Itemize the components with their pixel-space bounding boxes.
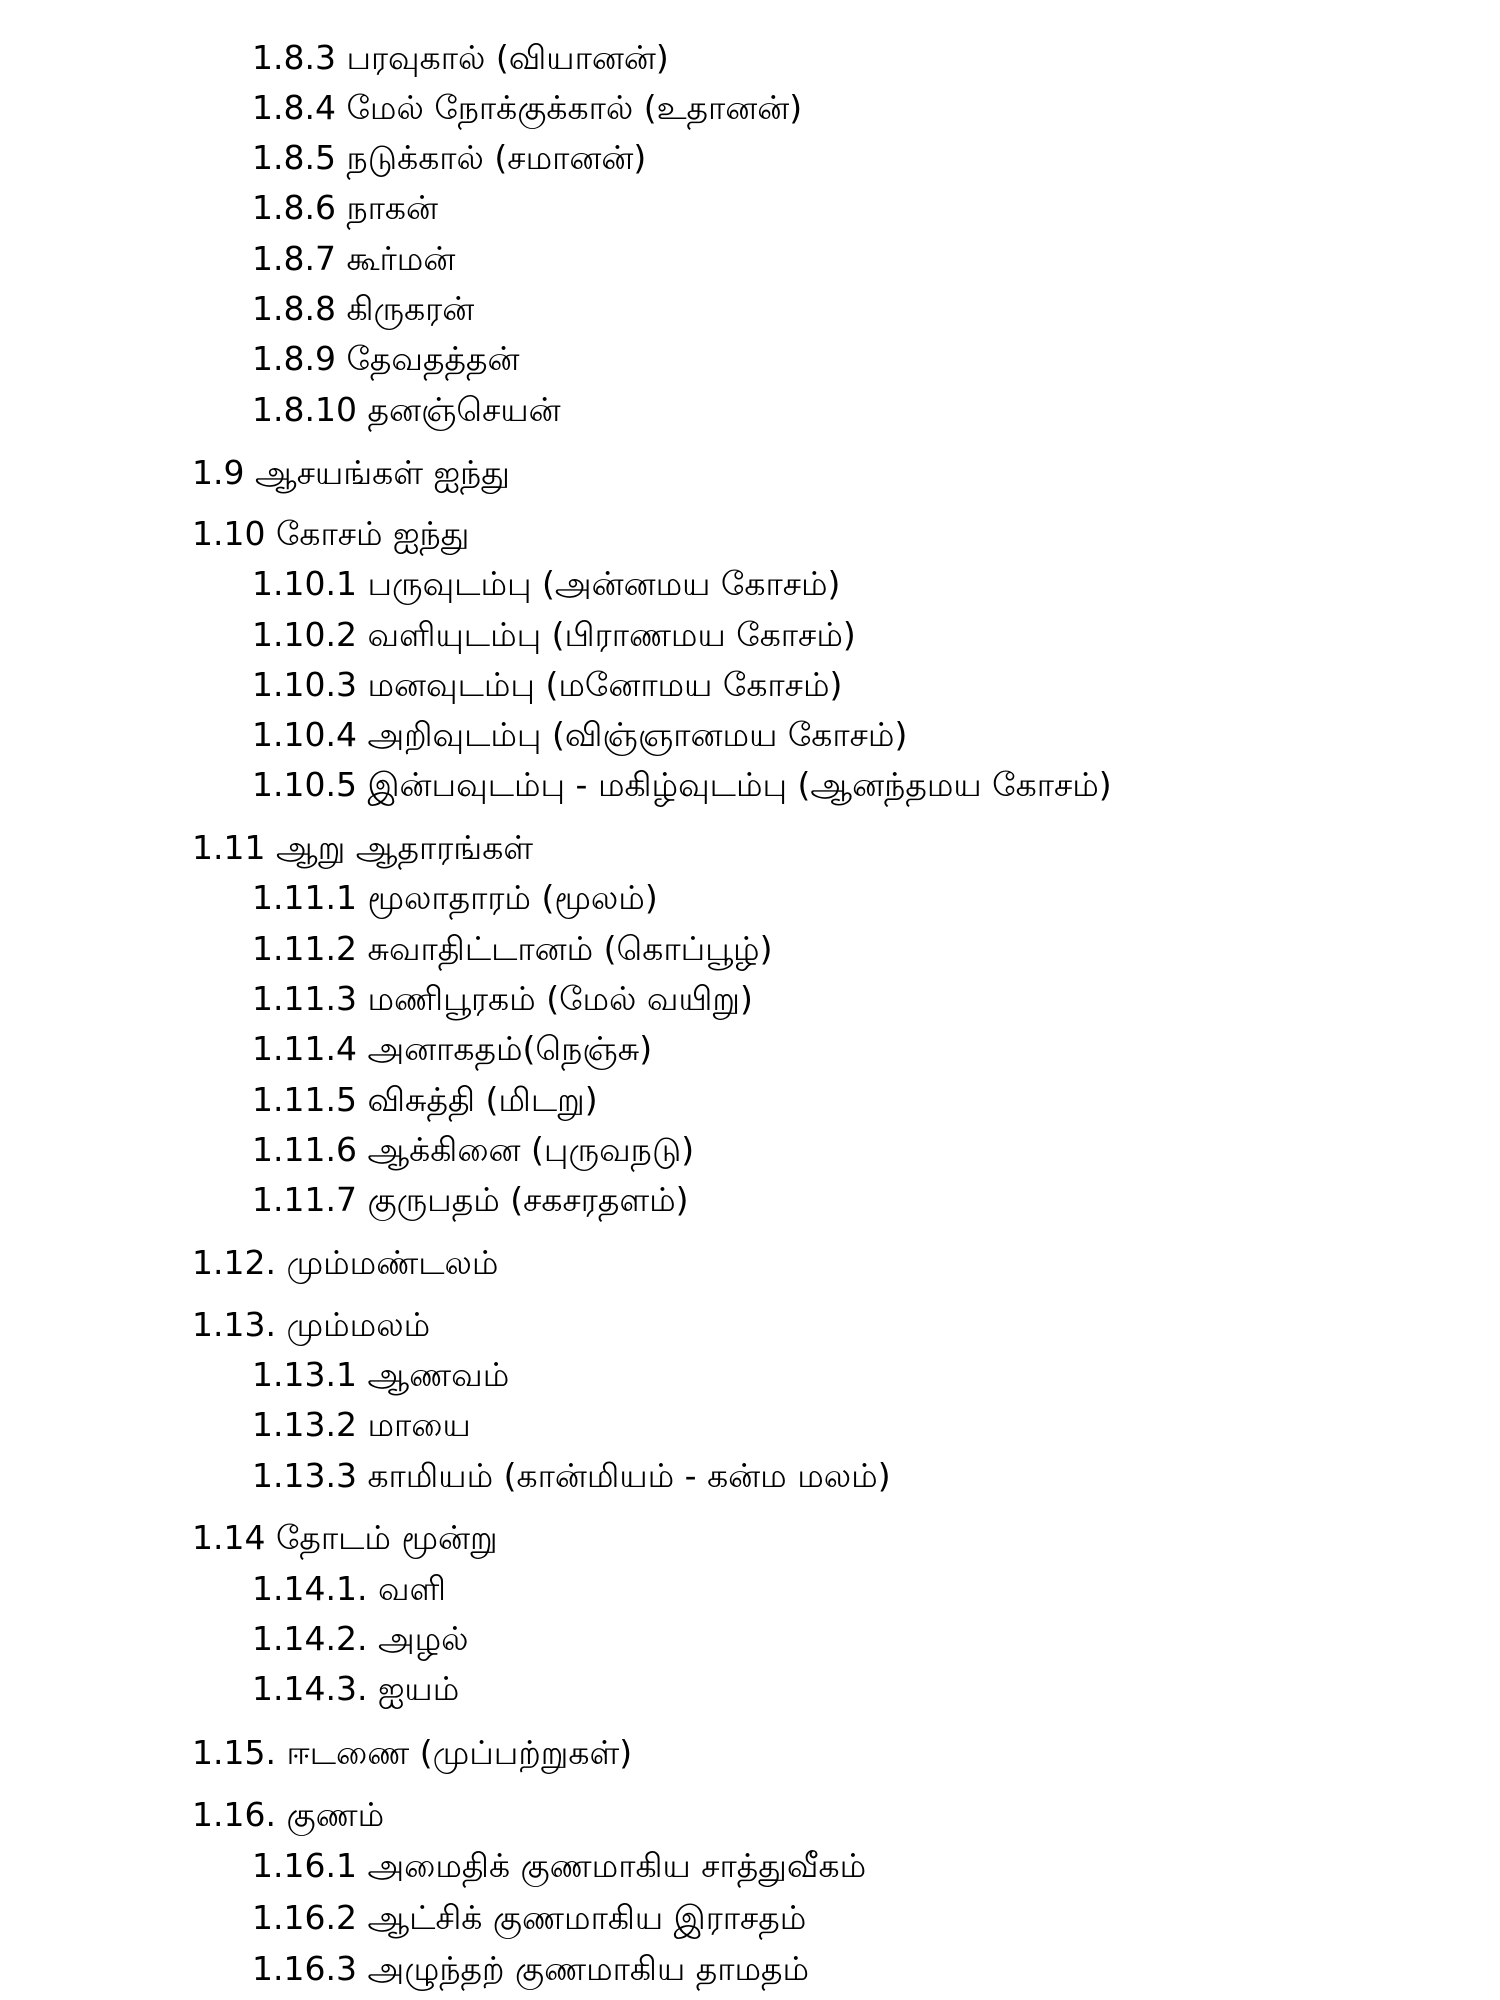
section-heading-1-9: 1.9 ஆசயங்கள் ஐந்து	[192, 453, 510, 492]
outline-item-1-8-7: 1.8.7 கூர்மன்	[252, 239, 456, 278]
outline-item-1-8-3: 1.8.3 பரவுகால் (வியானன்)	[252, 38, 669, 77]
outline-item-1-11-5: 1.11.5 விசுத்தி (மிடறு)	[252, 1080, 598, 1119]
outline-item-1-13-3: 1.13.3 காமியம் (கான்மியம் - கன்ம மலம்)	[252, 1456, 891, 1495]
section-heading-1-14: 1.14 தோடம் மூன்று	[192, 1518, 498, 1557]
outline-item-1-16-1: 1.16.1 அமைதிக் குணமாகிய சாத்துவீகம்	[252, 1846, 867, 1885]
outline-item-1-11-7: 1.11.7 குருபதம் (சகசரதளம்)	[252, 1180, 689, 1219]
outline-item-1-8-6: 1.8.6 நாகன்	[252, 188, 438, 227]
outline-item-1-8-4: 1.8.4 மேல் நோக்குக்கால் (உதானன்)	[252, 88, 803, 127]
outline-item-1-10-1: 1.10.1 பருவுடம்பு (அன்னமய கோசம்)	[252, 564, 841, 603]
outline-item-1-13-2: 1.13.2 மாயை	[252, 1405, 471, 1444]
outline-item-1-8-10: 1.8.10 தனஞ்செயன்	[252, 390, 561, 429]
outline-item-1-11-2: 1.11.2 சுவாதிட்டானம் (கொப்பூழ்)	[252, 929, 773, 968]
outline-item-1-8-5: 1.8.5 நடுக்கால் (சமானன்)	[252, 138, 647, 177]
outline-item-1-8-9: 1.8.9 தேவதத்தன்	[252, 339, 520, 378]
outline-item-1-10-4: 1.10.4 அறிவுடம்பு (விஞ்ஞானமய கோசம்)	[252, 715, 908, 754]
outline-item-1-11-4: 1.11.4 அனாகதம்(நெஞ்சு)	[252, 1029, 653, 1068]
outline-item-1-10-5: 1.10.5 இன்பவுடம்பு - மகிழ்வுடம்பு (ஆனந்தமய கோசம்)	[252, 765, 1112, 804]
section-heading-1-16: 1.16. குணம்	[192, 1795, 385, 1834]
section-heading-1-10: 1.10 கோசம் ஐந்து	[192, 514, 470, 553]
outline-item-1-8-8: 1.8.8 கிருகரன்	[252, 289, 475, 328]
outline-item-1-14-2: 1.14.2. அழல்	[252, 1619, 469, 1658]
outline-item-1-10-3: 1.10.3 மனவுடம்பு (மனோமய கோசம்)	[252, 665, 843, 704]
outline-item-1-10-2: 1.10.2 வளியுடம்பு (பிராணமய கோசம்)	[252, 615, 856, 654]
section-heading-1-13: 1.13. மும்மலம்	[192, 1305, 431, 1344]
outline-item-1-11-6: 1.11.6 ஆக்கினை (புருவநடு)	[252, 1130, 695, 1169]
outline-item-1-16-3: 1.16.3 அழுந்தற் குணமாகிய தாமதம்	[252, 1949, 810, 1988]
outline-item-1-11-1: 1.11.1 மூலாதாரம் (மூலம்)	[252, 878, 658, 917]
outline-item-1-14-3: 1.14.3. ஐயம்	[252, 1669, 460, 1708]
outline-item-1-14-1: 1.14.1. வளி	[252, 1569, 447, 1608]
outline-item-1-16-2: 1.16.2 ஆட்சிக் குணமாகிய இராசதம்	[252, 1898, 807, 1937]
section-heading-1-12: 1.12. மும்மண்டலம்	[192, 1243, 499, 1282]
outline-item-1-11-3: 1.11.3 மணிபூரகம் (மேல் வயிறு)	[252, 979, 753, 1018]
section-heading-1-15: 1.15. ஈடணை (முப்பற்றுகள்)	[192, 1733, 633, 1772]
outline-item-1-13-1: 1.13.1 ஆணவம்	[252, 1355, 510, 1394]
section-heading-1-11: 1.11 ஆறு ஆதாரங்கள்	[192, 828, 534, 867]
